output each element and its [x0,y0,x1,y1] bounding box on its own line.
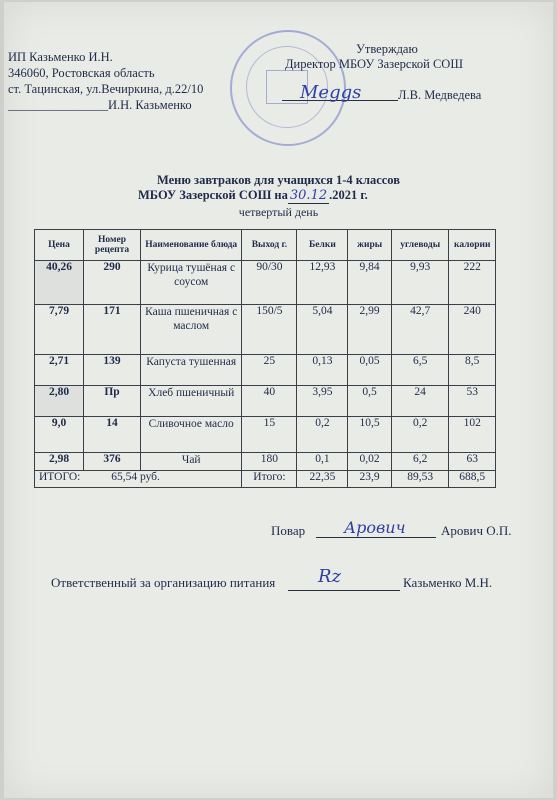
cell-protein: 3,95 [297,386,348,417]
cell-carbs: 9,93 [391,261,449,305]
total-protein: 22,35 [297,471,348,488]
cell-yield: 25 [242,355,297,386]
col-header-protein: Белки [297,230,348,261]
cell-protein: 5,04 [297,305,348,355]
supplier-block [8,49,203,113]
total-sum: 65,54 руб. [111,471,160,483]
responsible-signature-line [288,590,400,591]
cell-dish: Чай [141,453,242,471]
cell-price: 7,79 [35,305,84,355]
cell-carbs: 6,2 [391,453,449,471]
director-name: Л.В. Медведева [398,88,482,102]
cook-signature: Арович [344,518,406,537]
cell-fat: 0,05 [348,355,392,386]
handwritten-date: 30.12 [289,188,328,203]
total-label-2: Итого: [242,471,297,488]
total-kcal: 688,5 [449,471,496,488]
table-row [35,417,496,453]
col-header-carbs: углеводы [391,230,449,261]
col-header-dish: Наименование блюда [141,230,242,261]
total-label: ИТОГО: [39,471,81,483]
cell-price: 40,26 [35,261,84,305]
cell-carbs: 24 [391,386,449,417]
cell-recipe: Пр [84,386,141,417]
cell-kcal: 63 [449,453,496,471]
cell-protein: 0,13 [297,355,348,386]
responsible-label: Ответственный за организацию питания [51,575,276,590]
col-header-yield: Выход г. [242,230,297,261]
cell-fat: 0,5 [348,386,392,417]
approval-title: Утверждаю [356,42,418,56]
cell-price: 2,98 [35,453,84,471]
cell-carbs: 0,2 [391,417,449,453]
cook-name: Арович О.П. [441,523,512,538]
total-carbs: 89,53 [391,471,449,488]
total-sum-cell [35,471,242,488]
cell-protein: 12,93 [297,261,348,305]
year-suffix: .2021 г. [329,188,368,202]
director-signature: Meggs [300,82,362,103]
responsible-signature: Rz [318,566,342,587]
cell-kcal: 102 [449,417,496,453]
cell-kcal: 8,5 [449,355,496,386]
cell-recipe: 139 [84,355,141,386]
cell-protein: 0,2 [297,417,348,453]
menu-title: Меню завтраков для учащихся 1-4 классов [156,173,400,187]
cell-carbs: 42,7 [391,305,449,355]
col-header-recipe: Номер рецепта [84,230,141,261]
table-row [35,386,496,417]
approval-position: Директор МБОУ Зазерской СОШ [285,57,463,71]
table-total-row [35,471,496,488]
supplier-region: 346060, Ростовская область [8,66,155,80]
cell-recipe: 290 [84,261,141,305]
cell-kcal: 240 [449,305,496,355]
cell-price: 2,80 [35,386,84,417]
supplier-name: ИП Казьменко И.Н. [8,50,113,64]
supplier-address: ст. Тацинская, ул.Вечиркина, д.22/10 [8,82,204,96]
cell-yield: 180 [242,453,297,471]
cell-protein: 0,1 [297,453,348,471]
cell-recipe: 171 [84,305,141,355]
cell-yield: 15 [242,417,297,453]
menu-table [34,229,496,488]
cell-yield: 40 [242,386,297,417]
cell-fat: 0,02 [348,453,392,471]
cell-price: 9,0 [35,417,84,453]
cell-carbs: 6,5 [391,355,449,386]
supplier-signature-line: ________________И.Н. Казьменко [8,98,192,112]
table-row [35,453,496,471]
table-row [35,355,496,386]
menu-title-line2 [138,188,458,203]
cell-price: 2,71 [35,355,84,386]
cook-label: Повар [271,523,306,538]
cell-dish: Сливочное масло [141,417,242,453]
responsible-name: Казьменко М.Н. [403,575,493,590]
menu-subtitle: четвертый день [238,205,319,219]
cell-recipe: 14 [84,417,141,453]
cell-fat: 10,5 [348,417,392,453]
col-header-price: Цена [35,230,84,261]
table-row [35,261,496,305]
col-header-fat: жиры [348,230,392,261]
cell-yield: 90/30 [242,261,297,305]
cell-dish: Хлеб пшеничный [141,386,242,417]
table-row [35,305,496,355]
cell-recipe: 376 [84,453,141,471]
cell-kcal: 53 [449,386,496,417]
table-header-row [35,230,496,261]
school-name-prefix: МБОУ Зазерской СОШ на [138,188,288,202]
cook-signature-line [316,537,436,538]
cell-dish: Капуста тушенная [141,355,242,386]
cell-kcal: 222 [449,261,496,305]
cell-dish: Курица тушёная с соусом [141,261,242,305]
col-header-kcal: калории [449,230,496,261]
cell-yield: 150/5 [242,305,297,355]
cell-dish: Каша пшеничная с маслом [141,305,242,355]
cell-fat: 9,84 [348,261,392,305]
total-fat: 23,9 [348,471,392,488]
cell-fat: 2,99 [348,305,392,355]
